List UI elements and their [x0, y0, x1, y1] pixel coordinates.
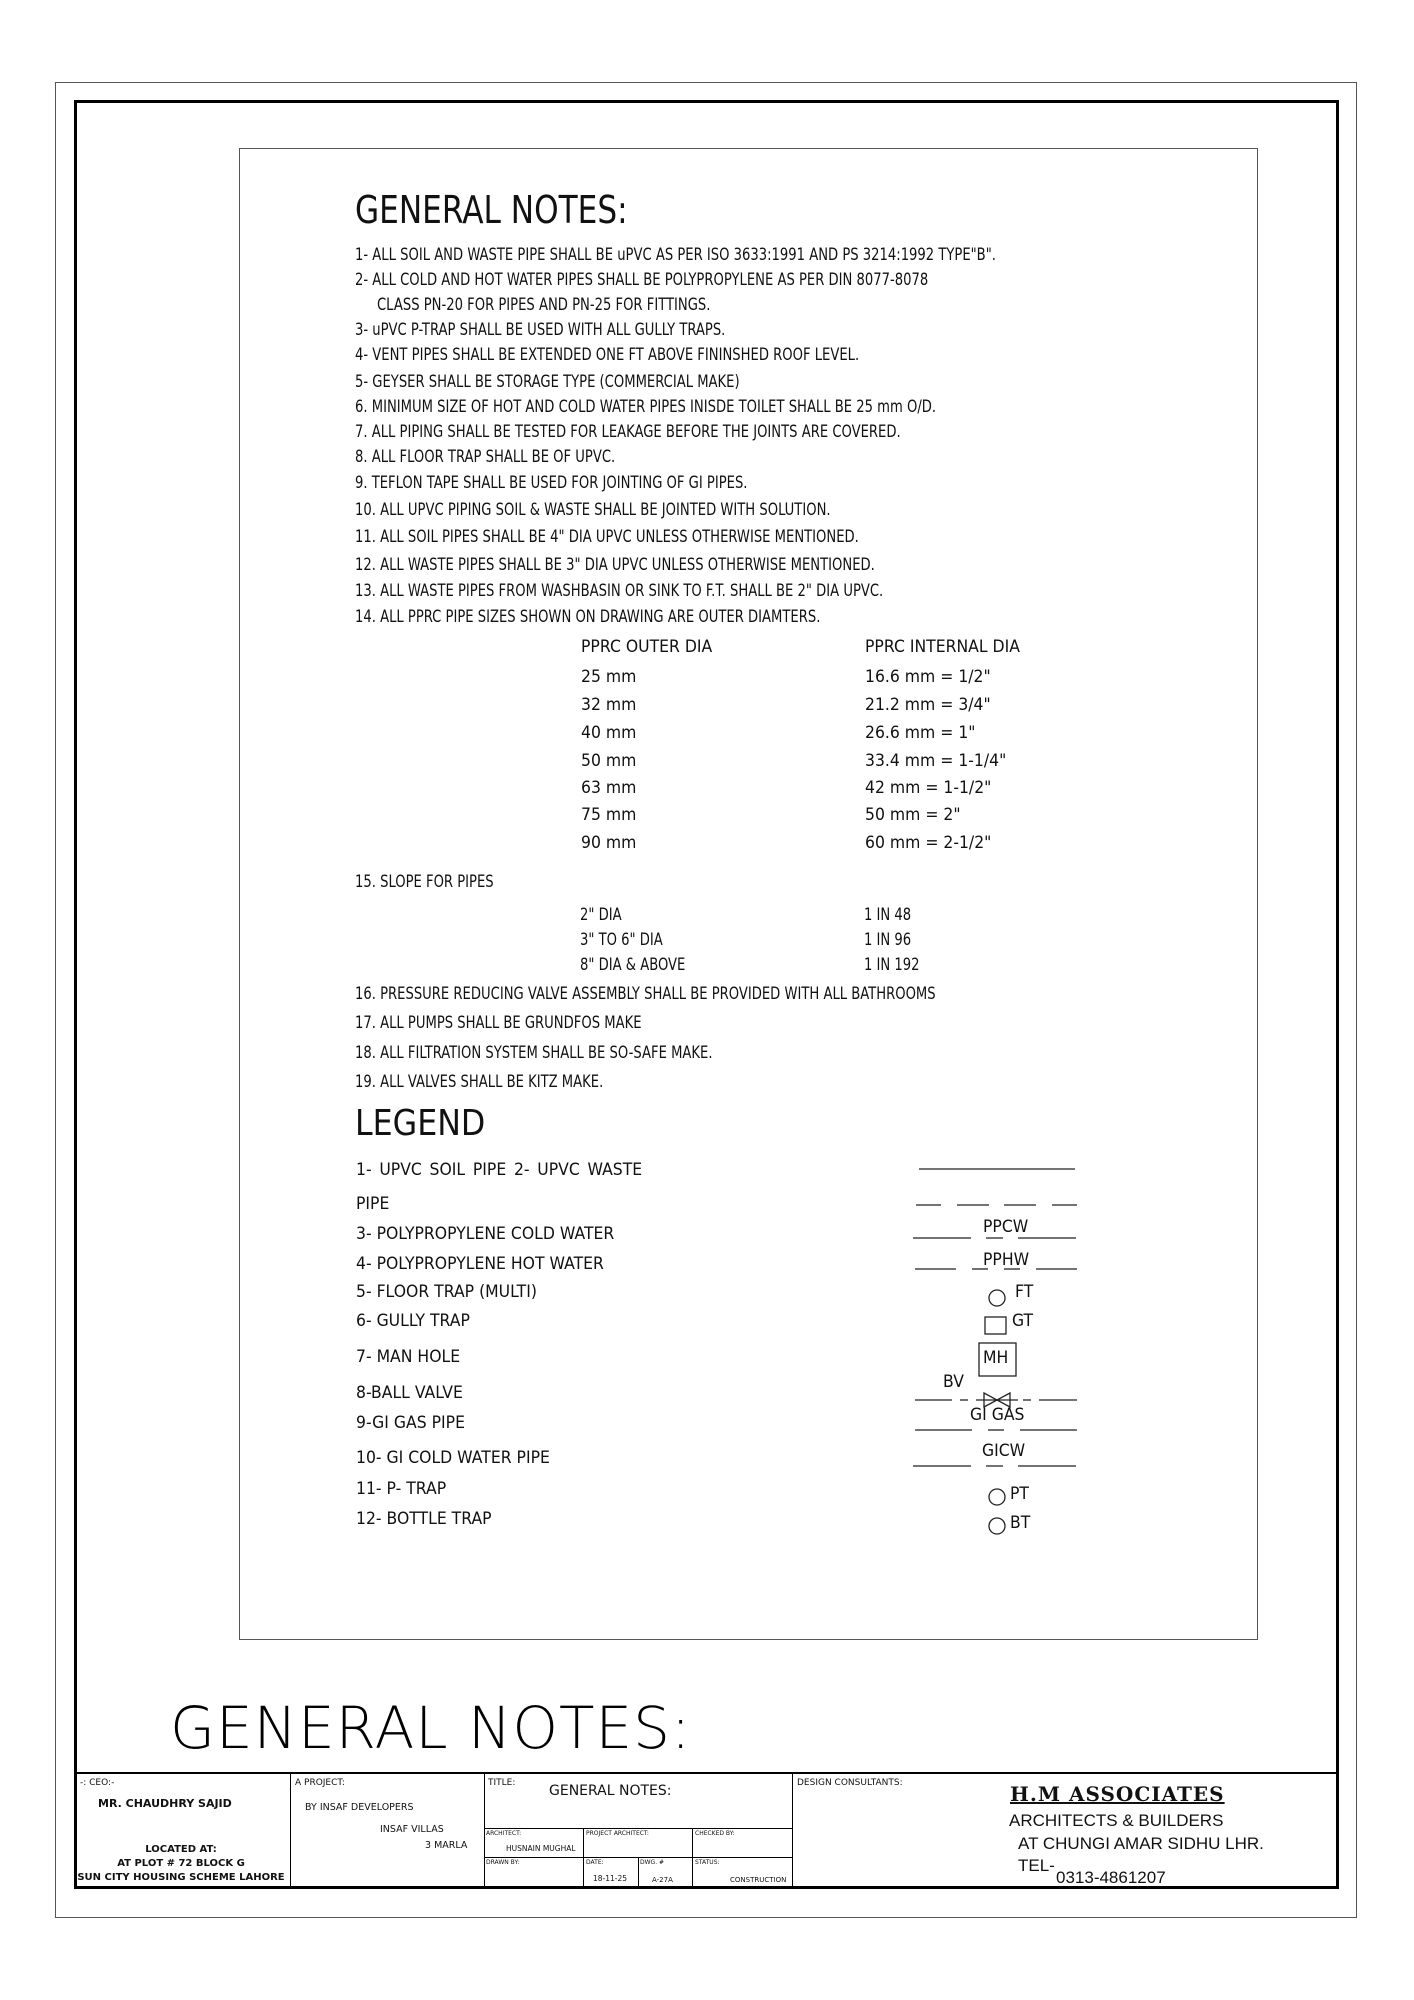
project-label: A PROJECT: — [295, 1778, 345, 1788]
pprc-outer-cell: 25 mm — [581, 667, 637, 687]
legend-item: 1- UPVC SOIL PIPE 2- UPVC WASTE — [356, 1160, 643, 1180]
firm-address: AT CHUNGI AMAR SIDHU LHR. — [1018, 1834, 1264, 1853]
bt-label: BT — [1010, 1513, 1031, 1533]
note-item: 18. ALL FILTRATION SYSTEM SHALL BE SO-SAFE MAKE. — [355, 1043, 713, 1063]
located-line1: AT PLOT # 72 BLOCK G — [117, 1858, 245, 1869]
bv-label: BV — [943, 1372, 964, 1392]
sheet-title: GENERAL NOTES: — [170, 1694, 692, 1762]
pprc-internal-cell: 42 mm = 1-1/2" — [865, 778, 992, 798]
legend-item: 11- P- TRAP — [356, 1479, 447, 1499]
pprc-internal-cell: 50 mm = 2" — [865, 805, 961, 825]
note-item: 19. ALL VALVES SHALL BE KITZ MAKE. — [355, 1072, 604, 1092]
legend-item: 3- POLYPROPYLENE COLD WATER — [356, 1224, 615, 1244]
general-notes-heading: GENERAL NOTES: — [355, 188, 628, 232]
ceo-label: -: CEO:- — [80, 1778, 115, 1788]
gicw-label: GICW — [982, 1441, 1026, 1461]
note-item: 14. ALL PPRC PIPE SIZES SHOWN ON DRAWING ARE OUTER DIAMTERS. — [355, 607, 821, 627]
note-item: 3- uPVC P-TRAP SHALL BE USED WITH ALL GULLY TRAPS. — [355, 320, 726, 340]
title-label: TITLE: — [488, 1778, 516, 1788]
pprc-internal-cell: 21.2 mm = 3/4" — [865, 695, 991, 715]
note-item: 9. TEFLON TAPE SHALL BE USED FOR JOINTING OF GI PIPES. — [355, 473, 748, 493]
firm-tel: 0313-4861207 — [1056, 1868, 1166, 1887]
gi-gas-label: GI GAS — [970, 1405, 1025, 1425]
legend-item: 12- BOTTLE TRAP — [356, 1509, 492, 1529]
ceo-name: MR. CHAUDHRY SAJID — [98, 1797, 232, 1810]
note-item: 2- ALL COLD AND HOT WATER PIPES SHALL BE POLYPROPYLENE AS PER DIN 8077-8078 — [355, 270, 929, 290]
legend-item: 10- GI COLD WATER PIPE — [356, 1448, 550, 1468]
pphw-label: PPHW — [983, 1250, 1030, 1270]
note-item: 6. MINIMUM SIZE OF HOT AND COLD WATER PIPES INISDE TOILET SHALL BE 25 mm O/D. — [355, 397, 937, 417]
date-label: DATE: — [586, 1859, 604, 1866]
gully-trap-icon — [985, 1317, 1006, 1334]
project-by: BY INSAF DEVELOPERS — [305, 1802, 414, 1813]
legend-item: 9-GI GAS PIPE — [356, 1413, 465, 1433]
legend-heading: LEGEND — [355, 1103, 486, 1144]
architect-label: ARCHITECT: — [486, 1830, 522, 1837]
located-label: LOCATED AT: — [145, 1844, 217, 1855]
slope-diameter-cell: 3" TO 6" DIA — [580, 930, 663, 950]
slope-diameter-cell: 2" DIA — [580, 905, 622, 925]
note-item: 7. ALL PIPING SHALL BE TESTED FOR LEAKAGE BEFORE THE JOINTS ARE COVERED. — [355, 422, 901, 442]
checked-by-label: CHECKED BY: — [695, 1830, 735, 1837]
legend-item: 6- GULLY TRAP — [356, 1311, 470, 1331]
located-line2: SUN CITY HOUSING SCHEME LAHORE — [77, 1872, 285, 1883]
slope-diameter-cell: 8" DIA & ABOVE — [580, 955, 686, 975]
legend-item: 4- POLYPROPYLENE HOT WATER — [356, 1254, 604, 1274]
pt-label: PT — [1010, 1484, 1029, 1504]
title-block — [74, 1772, 1339, 1889]
mh-label: MH — [983, 1348, 1009, 1368]
status-value: CONSTRUCTION — [730, 1876, 787, 1884]
note-item: 11. ALL SOIL PIPES SHALL BE 4" DIA UPVC UNLESS OTHERWISE MENTIONED. — [355, 527, 859, 547]
gt-label: GT — [1012, 1311, 1034, 1331]
ft-label: FT — [1015, 1282, 1034, 1302]
legend-item: PIPE — [356, 1194, 390, 1214]
firm-tagline: ARCHITECTS & BUILDERS — [1009, 1811, 1224, 1830]
slope-heading: 15. SLOPE FOR PIPES — [355, 872, 494, 892]
pprc-header-outer: PPRC OUTER DIA — [581, 637, 713, 657]
note-item: 12. ALL WASTE PIPES SHALL BE 3" DIA UPVC UNLESS OTHERWISE MENTIONED. — [355, 555, 875, 575]
p-trap-icon — [989, 1489, 1005, 1505]
project-architect-label: PROJECT ARCHITECT: — [586, 1830, 649, 1837]
bottle-trap-icon — [989, 1518, 1005, 1534]
firm-tel-label: TEL- — [1018, 1856, 1055, 1875]
dwg-label: DWG. # — [640, 1859, 665, 1866]
note-item: 10. ALL UPVC PIPING SOIL & WASTE SHALL BE JOINTED WITH SOLUTION. — [355, 500, 831, 520]
ppcw-label: PPCW — [983, 1217, 1029, 1237]
note-item: 4- VENT PIPES SHALL BE EXTENDED ONE FT ABOVE FININSHED ROOF LEVEL. — [355, 345, 860, 365]
legend-item: 7- MAN HOLE — [356, 1347, 461, 1367]
legend-item: 8-BALL VALVE — [356, 1383, 463, 1403]
note-item: 1- ALL SOIL AND WASTE PIPE SHALL BE uPVC AS PER ISO 3633:1991 AND PS 3214:1992 TYPE"B". — [355, 245, 996, 265]
legend-item: 5- FLOOR TRAP (MULTI) — [356, 1282, 537, 1302]
pprc-internal-cell: 26.6 mm = 1" — [865, 723, 976, 743]
note-item: 8. ALL FLOOR TRAP SHALL BE OF UPVC. — [355, 447, 616, 467]
note-item: 17. ALL PUMPS SHALL BE GRUNDFOS MAKE — [355, 1013, 642, 1033]
title-value: GENERAL NOTES: — [549, 1783, 672, 1799]
project-size: 3 MARLA — [425, 1840, 468, 1851]
note-item-continuation: CLASS PN-20 FOR PIPES AND PN-25 FOR FITTINGS. — [377, 295, 711, 315]
pprc-outer-cell: 63 mm — [581, 778, 637, 798]
architect-value: HUSNAIN MUGHAL — [506, 1844, 576, 1853]
consultants-label: DESIGN CONSULTANTS: — [797, 1778, 903, 1788]
slope-ratio-cell: 1 IN 192 — [864, 955, 920, 975]
pprc-internal-cell: 16.6 mm = 1/2" — [865, 667, 991, 687]
pprc-outer-cell: 40 mm — [581, 723, 637, 743]
drawn-by-label: DRAWN BY: — [486, 1859, 520, 1866]
slope-ratio-cell: 1 IN 48 — [864, 905, 912, 925]
note-item: 16. PRESSURE REDUCING VALVE ASSEMBLY SHALL BE PROVIDED WITH ALL BATHROOMS — [355, 984, 936, 1004]
firm-name: H.M ASSOCIATES — [1010, 1782, 1225, 1806]
pprc-outer-cell: 50 mm — [581, 751, 637, 771]
pprc-outer-cell: 32 mm — [581, 695, 637, 715]
pprc-internal-cell: 33.4 mm = 1-1/4" — [865, 751, 1007, 771]
pprc-internal-cell: 60 mm = 2-1/2" — [865, 833, 992, 853]
pprc-outer-cell: 90 mm — [581, 833, 637, 853]
dwg-value: A-27A — [652, 1876, 673, 1884]
date-value: 18-11-25 — [593, 1874, 628, 1883]
pprc-header-internal: PPRC INTERNAL DIA — [865, 637, 1020, 657]
status-label: STATUS: — [695, 1859, 720, 1866]
pprc-outer-cell: 75 mm — [581, 805, 637, 825]
note-item: 5- GEYSER SHALL BE STORAGE TYPE (COMMERCIAL MAKE) — [355, 372, 740, 392]
floor-trap-icon — [989, 1290, 1005, 1306]
slope-ratio-cell: 1 IN 96 — [864, 930, 912, 950]
note-item: 13. ALL WASTE PIPES FROM WASHBASIN OR SINK TO F.T. SHALL BE 2" DIA UPVC. — [355, 581, 884, 601]
project-name: INSAF VILLAS — [380, 1824, 444, 1835]
